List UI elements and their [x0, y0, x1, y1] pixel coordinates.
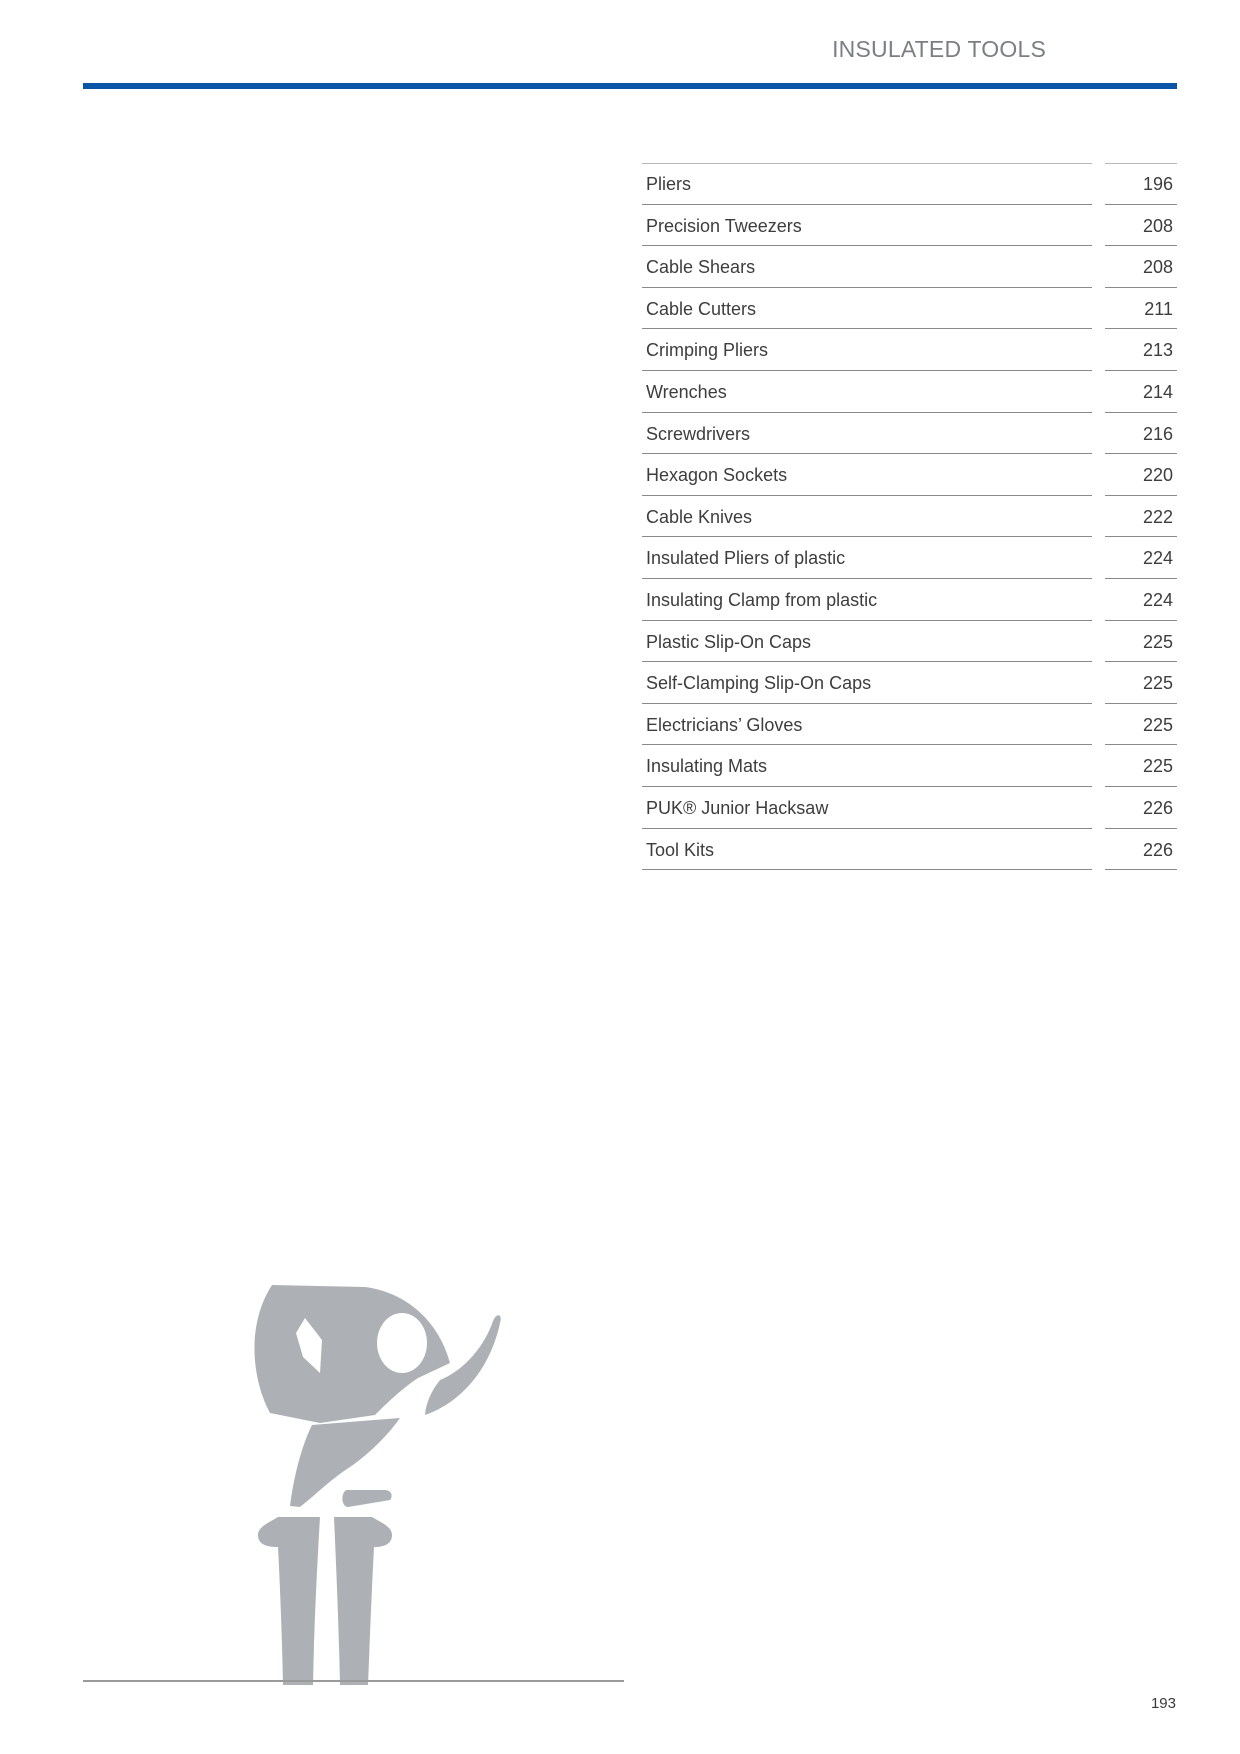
toc-item-page: 208	[1105, 205, 1177, 247]
toc-item-label: Screwdrivers	[642, 413, 1092, 455]
toc-item-page: 225	[1105, 662, 1177, 704]
toc-item-page: 196	[1105, 163, 1177, 205]
toc-item-page: 208	[1105, 246, 1177, 288]
toc-item-label: Wrenches	[642, 371, 1092, 413]
toc-item-label: Pliers	[642, 163, 1092, 205]
toc-row	[642, 537, 1177, 579]
toc-item-page: 225	[1105, 745, 1177, 787]
toc-item-page: 225	[1105, 621, 1177, 663]
toc-row	[642, 329, 1177, 371]
toc-row	[642, 246, 1177, 288]
toc-item-label: Hexagon Sockets	[642, 454, 1092, 496]
toc-row	[642, 745, 1177, 787]
toc-item-label: PUK® Junior Hacksaw	[642, 787, 1092, 829]
toc-row	[642, 371, 1177, 413]
toc-row	[642, 496, 1177, 538]
toc-item-page: 214	[1105, 371, 1177, 413]
toc-row	[642, 662, 1177, 704]
page-number: 193	[1150, 1695, 1176, 1712]
toc-item-page: 220	[1105, 454, 1177, 496]
toc-item-label: Insulating Clamp from plastic	[642, 579, 1092, 621]
toc-item-label: Cable Cutters	[642, 288, 1092, 330]
bottom-rule	[83, 1680, 624, 1682]
toc-item-page: 226	[1105, 829, 1177, 871]
toc-item-page: 226	[1105, 787, 1177, 829]
toc-item-page: 213	[1105, 329, 1177, 371]
toc-row	[642, 454, 1177, 496]
toc-row	[642, 288, 1177, 330]
toc-item-label: Crimping Pliers	[642, 329, 1092, 371]
toc-item-label: Plastic Slip-On Caps	[642, 621, 1092, 663]
toc-item-page: 225	[1105, 704, 1177, 746]
toc-row	[642, 787, 1177, 829]
toc-item-label: Insulating Mats	[642, 745, 1092, 787]
insulated-pliers-icon	[250, 1285, 570, 1685]
toc-item-label: Insulated Pliers of plastic	[642, 537, 1092, 579]
header-rule	[83, 83, 1177, 89]
toc-row	[642, 579, 1177, 621]
toc-item-page: 211	[1105, 288, 1177, 330]
toc-row	[642, 621, 1177, 663]
toc-item-label: Self-Clamping Slip-On Caps	[642, 662, 1092, 704]
toc-item-label: Electricians’ Gloves	[642, 704, 1092, 746]
table-of-contents	[642, 163, 1177, 870]
toc-row	[642, 413, 1177, 455]
toc-row	[642, 704, 1177, 746]
toc-row	[642, 163, 1177, 205]
toc-item-label: Cable Shears	[642, 246, 1092, 288]
section-title: INSULATED TOOLS	[832, 36, 1046, 62]
toc-row	[642, 205, 1177, 247]
toc-item-page: 216	[1105, 413, 1177, 455]
toc-item-page: 224	[1105, 537, 1177, 579]
toc-item-page: 224	[1105, 579, 1177, 621]
toc-item-label: Tool Kits	[642, 829, 1092, 871]
toc-row	[642, 829, 1177, 871]
toc-item-page: 222	[1105, 496, 1177, 538]
toc-item-label: Cable Knives	[642, 496, 1092, 538]
toc-item-label: Precision Tweezers	[642, 205, 1092, 247]
